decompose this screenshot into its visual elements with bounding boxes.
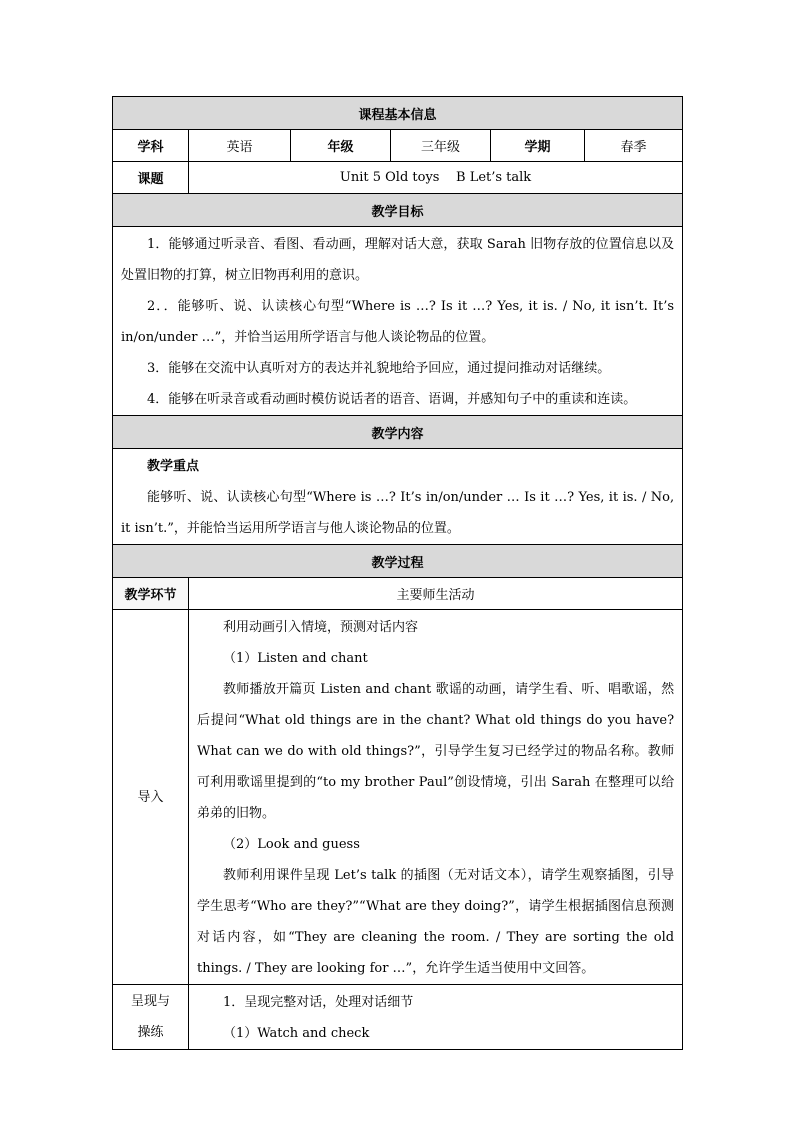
stage-intro-name: 导入 — [113, 610, 189, 985]
objective-item: 3．能够在交流中认真听对方的表达并礼貌地给予回应，通过提问推动对话继续。 — [147, 361, 611, 376]
objectives-cell — [113, 227, 683, 416]
objective-item: 2．．能够听、说、认读核心句型“Where is …? Is it …? Yes, it is. / No, it isn’t. It’s in/on/under …”，并恰当运用所学语言与他人谈论物品的位置。 — [121, 299, 675, 345]
activity-paragraph: 利用动画引入情境，预测对话内容 — [223, 620, 419, 635]
stage-practice-name-line2: 操练 — [137, 1025, 164, 1040]
key-points-text: 能够听、说、认读核心句型“Where is …? It’s in/on/under … Is it …? Yes, it is. / No, it isn’t.”，并能恰当运用所学语言与他人谈论物品的位置。 — [121, 490, 675, 536]
process-header: 教学过程 — [113, 545, 683, 578]
subject-label: 学科 — [113, 130, 189, 162]
subject-value: 英语 — [189, 130, 291, 162]
objective-item: 1．能够通过听录音、看图、看动画，理解对话大意，获取 Sarah 旧物存放的位置信息以及处置旧物的打算，树立旧物再利用的意识。 — [121, 237, 675, 283]
topic-value: Unit 5 Old toys B Let’s talk — [189, 162, 683, 194]
grade-label: 年级 — [291, 130, 391, 162]
objective-item: 4．能够在听录音或看动画时模仿说话者的语音、语调，并感知句子中的重读和连读。 — [147, 392, 637, 407]
objectives-header: 教学目标 — [113, 194, 683, 227]
stage-practice-name — [113, 985, 189, 1050]
activity-paragraph: 教师利用课件呈现 Let’s talk 的插图（无对话文本），请学生观察插图，引导学生思考“Who are they?”“What are they doing?”，请学生根据插图信息预测对话内容，如“They are cleaning the room. / They are sorting the old things. / They are looking for …”，允许学生适当使用中文回答。 — [197, 868, 675, 976]
activity-paragraph: 1．呈现完整对话，处理对话细节 — [223, 995, 414, 1010]
activity-paragraph: （1）Listen and chant — [223, 651, 368, 666]
activity-paragraph: （2）Look and guess — [223, 837, 360, 852]
lesson-plan — [112, 96, 682, 1050]
topic-label: 课题 — [113, 162, 189, 194]
content-cell — [113, 449, 683, 545]
term-label: 学期 — [491, 130, 585, 162]
stage-practice-name-line1: 呈现与 — [130, 994, 170, 1009]
term-value: 春季 — [585, 130, 683, 162]
stage-practice-activities — [189, 985, 683, 1050]
process-col-stage: 教学环节 — [113, 578, 189, 610]
grade-value: 三年级 — [391, 130, 491, 162]
key-points-title: 教学重点 — [147, 459, 200, 474]
activity-paragraph: 教师播放开篇页 Listen and chant 歌谣的动画，请学生看、听、唱歌谣，然后提问“What old things are in the chant? What old things do you have? What can we do with old things?”，引导学生复习已经学过的物品名称。教师可利用歌谣里提到的“to my brother Paul”创设情境，引出 Sarah 在整理可以给弟弟的旧物。 — [197, 682, 675, 821]
lesson-plan-table — [112, 96, 683, 1050]
basic-info-header: 课程基本信息 — [113, 97, 683, 130]
stage-intro-activities — [189, 610, 683, 985]
content-header: 教学内容 — [113, 416, 683, 449]
activity-paragraph: （1）Watch and check — [223, 1026, 370, 1041]
process-col-activities: 主要师生活动 — [189, 578, 683, 610]
